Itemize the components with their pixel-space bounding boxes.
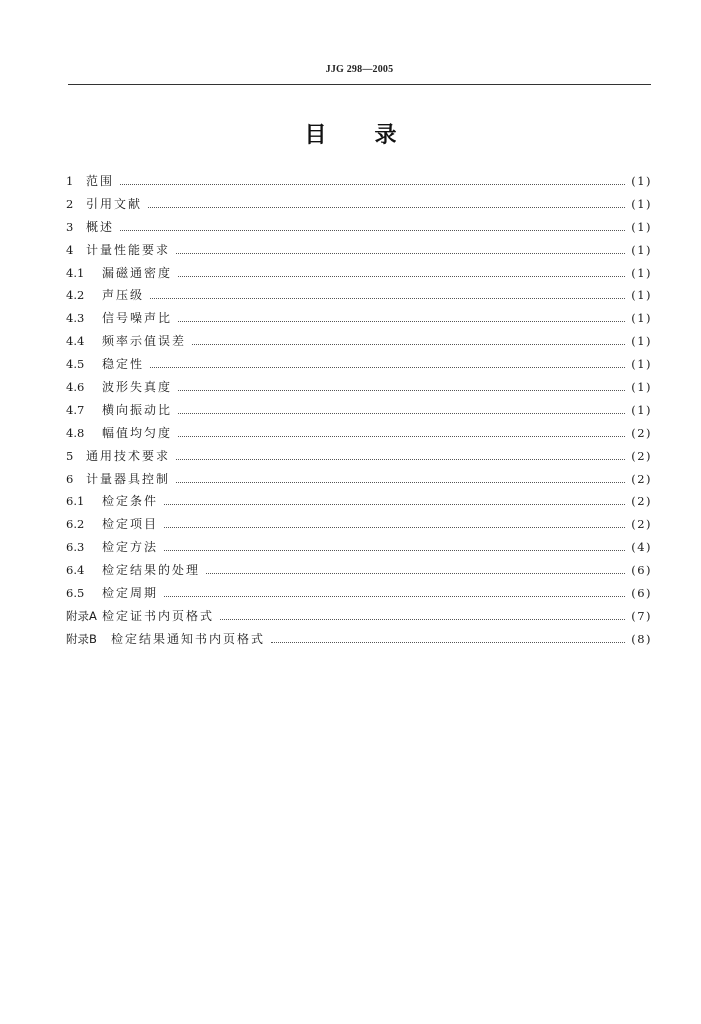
toc-entry-title: 计量器具控制 <box>86 471 171 486</box>
toc-dot-leader <box>120 183 625 185</box>
toc-entry-number: 1 <box>66 174 74 188</box>
toc-entry-title: 检定结果通知书内页格式 <box>111 631 266 646</box>
toc-entry-title: 检定结果的处理 <box>102 563 201 578</box>
toc-dot-leader <box>192 343 625 345</box>
toc-entry[interactable] <box>66 355 652 378</box>
toc-dot-leader <box>178 275 625 277</box>
toc-dot-leader <box>120 229 625 231</box>
toc-entry-page: (4) <box>631 540 652 555</box>
toc-entry[interactable] <box>66 630 652 653</box>
toc-entry[interactable] <box>66 538 652 561</box>
toc-entry-number: 附录B <box>66 631 97 646</box>
toc-dot-leader <box>150 297 625 299</box>
toc-entry-title: 频率示值误差 <box>102 334 187 349</box>
toc-entry[interactable] <box>66 241 652 264</box>
toc-entry-page: (2) <box>631 425 652 440</box>
toc-dot-leader <box>176 252 625 254</box>
toc-dot-leader <box>220 618 625 620</box>
toc-entry-page: (1) <box>631 265 652 280</box>
toc-entry[interactable] <box>66 172 652 195</box>
page-header <box>68 64 651 88</box>
toc-entry-page: (1) <box>631 380 652 395</box>
toc-entry-page: (6) <box>631 586 652 601</box>
toc-entry-title: 漏磁通密度 <box>102 265 173 280</box>
toc-entry-number: 2 <box>66 196 74 211</box>
toc-entry-page: (1) <box>631 174 652 188</box>
toc-entry-title: 检定项目 <box>102 517 159 532</box>
toc-entry-number: 6.5 <box>66 586 85 601</box>
toc-entry-page: (2) <box>631 448 652 463</box>
toc-entry-page: (8) <box>631 631 652 646</box>
toc-dot-leader <box>148 206 625 208</box>
toc-entry[interactable] <box>66 607 652 630</box>
toc-entry-title: 通用技术要求 <box>86 448 171 463</box>
table-of-contents <box>66 172 652 653</box>
toc-entry[interactable] <box>66 515 652 538</box>
toc-entry-number: 4.3 <box>66 311 85 326</box>
toc-entry[interactable] <box>66 447 652 470</box>
toc-entry-page: (7) <box>631 608 652 623</box>
toc-entry-number: 6.2 <box>66 517 85 532</box>
toc-entry-title: 概述 <box>86 219 115 234</box>
toc-dot-leader <box>178 389 625 391</box>
toc-entry[interactable] <box>66 332 652 355</box>
toc-entry-number: 4.4 <box>66 334 85 349</box>
toc-entry-number: 3 <box>66 219 74 234</box>
toc-entry-number: 4 <box>66 242 74 257</box>
toc-entry-title: 计量性能要求 <box>86 242 171 257</box>
toc-entry-page: (1) <box>631 334 652 349</box>
toc-entry-page: (1) <box>631 402 652 417</box>
toc-entry-page: (1) <box>631 357 652 372</box>
toc-entry-number: 4.7 <box>66 402 85 417</box>
toc-entry-title: 检定证书内页格式 <box>102 608 215 623</box>
toc-entry-page: (2) <box>631 494 652 509</box>
toc-entry-number: 6.4 <box>66 563 85 578</box>
toc-entry-title: 引用文献 <box>86 196 143 211</box>
toc-entry-page: (1) <box>631 196 652 211</box>
page-title: 目录 <box>304 123 445 148</box>
toc-entry-number: 4.5 <box>66 357 85 372</box>
toc-dot-leader <box>150 366 625 368</box>
toc-entry-number: 4.2 <box>66 288 85 303</box>
toc-entry-page: (6) <box>631 563 652 578</box>
toc-entry[interactable] <box>66 195 652 218</box>
toc-entry-title: 范围 <box>86 174 115 188</box>
toc-entry-number: 4.6 <box>66 380 85 395</box>
header-rule <box>68 84 651 85</box>
toc-entry-page: (2) <box>631 471 652 486</box>
toc-entry[interactable] <box>66 424 652 447</box>
toc-entry[interactable] <box>66 561 652 584</box>
toc-entry-number: 4.1 <box>66 265 85 280</box>
toc-dot-leader <box>178 435 625 437</box>
toc-entry-number: 6.3 <box>66 540 85 555</box>
toc-dot-leader <box>178 412 625 414</box>
toc-entry-title: 声压级 <box>102 288 145 303</box>
toc-entry[interactable] <box>66 378 652 401</box>
toc-entry-title: 检定周期 <box>102 586 159 601</box>
toc-entry-page: (1) <box>631 288 652 303</box>
toc-entry[interactable] <box>66 264 652 287</box>
toc-entry-page: (1) <box>631 219 652 234</box>
standard-code: JJG 298—2005 <box>325 64 394 75</box>
toc-dot-leader <box>164 526 625 528</box>
toc-entry-title: 检定条件 <box>102 494 159 509</box>
toc-entry-number: 5 <box>66 448 74 463</box>
toc-dot-leader <box>206 572 625 574</box>
toc-dot-leader <box>271 641 625 643</box>
toc-entry-page: (2) <box>631 517 652 532</box>
toc-entry-page: (1) <box>631 311 652 326</box>
toc-entry-number: 4.8 <box>66 425 85 440</box>
toc-entry[interactable] <box>66 492 652 515</box>
toc-dot-leader <box>164 503 625 505</box>
toc-entry[interactable] <box>66 401 652 424</box>
toc-entry-page: (1) <box>631 242 652 257</box>
toc-entry[interactable] <box>66 286 652 309</box>
toc-entry-title: 稳定性 <box>102 357 145 372</box>
toc-entry-title: 信号噪声比 <box>102 311 173 326</box>
toc-entry-number: 6.1 <box>66 494 85 509</box>
toc-dot-leader <box>164 549 625 551</box>
toc-dot-leader <box>164 595 625 597</box>
toc-entry[interactable] <box>66 218 652 241</box>
toc-entry-title: 幅值均匀度 <box>102 425 173 440</box>
toc-entry-title: 波形失真度 <box>102 380 173 395</box>
toc-entry-title: 横向振动比 <box>102 402 173 417</box>
toc-entry-title: 检定方法 <box>102 540 159 555</box>
toc-dot-leader <box>176 458 625 460</box>
toc-entry-number: 附录A <box>66 608 97 623</box>
toc-entry[interactable] <box>66 309 652 332</box>
toc-dot-leader <box>178 320 625 322</box>
toc-entry-number: 6 <box>66 471 74 486</box>
toc-entry[interactable] <box>66 584 652 607</box>
toc-entry[interactable] <box>66 470 652 493</box>
toc-dot-leader <box>176 481 625 483</box>
